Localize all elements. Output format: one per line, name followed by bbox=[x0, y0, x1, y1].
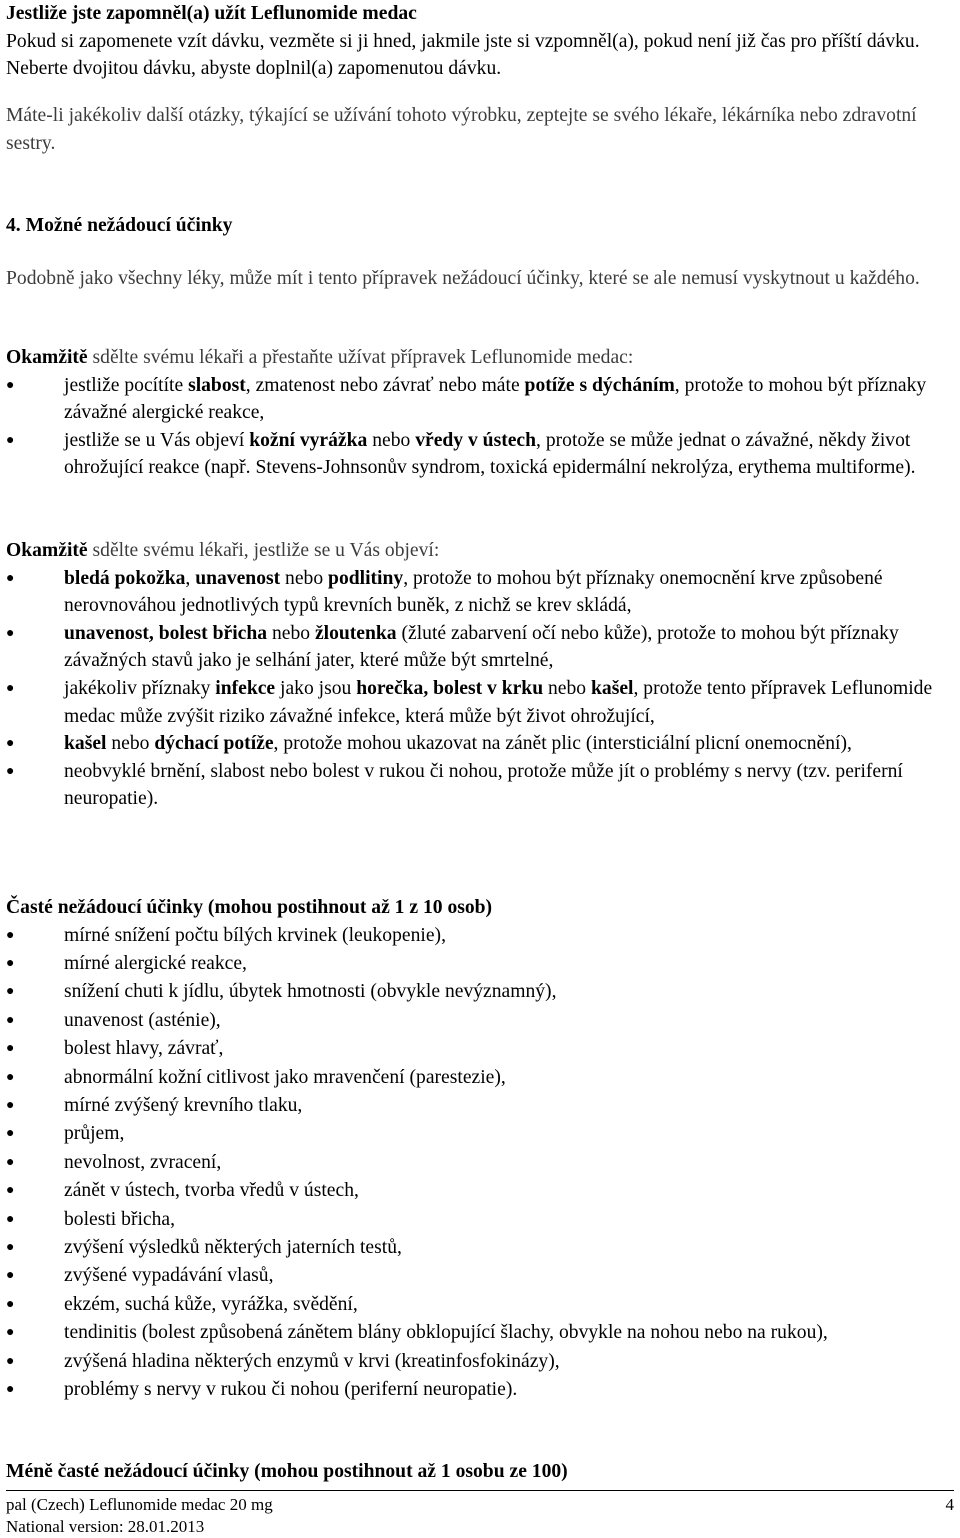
list-item: ● zvýšení výsledků některých jaterních testů, bbox=[6, 1234, 954, 1262]
item-text: , protože to mohou být příznaky závažné alergické reakce, bbox=[64, 374, 927, 424]
list-item bbox=[6, 675, 954, 730]
forgot-dose-text: Pokud si zapomenete vzít dávku, vezměte si ji hned, jakmile jste si vzpomněl(a), pokud není již čas pro příští dávku. Neberte dvojitou dávku, abyste doplnil(a) zapomenutou dávku. bbox=[6, 30, 920, 80]
list-item: ● mírné zvýšený krevního tlaku, bbox=[6, 1092, 954, 1120]
bold-term: infekce bbox=[215, 677, 276, 699]
list-item: ● snížení chuti k jídlu, úbytek hmotnosti (obvykle nevýznamný), bbox=[6, 978, 954, 1006]
item-text: nebo bbox=[367, 429, 416, 451]
page-footer bbox=[6, 1490, 954, 1538]
list-item: ● zvýšené vypadávání vlasů, bbox=[6, 1262, 954, 1290]
uncommon-effects-heading: Méně časté nežádoucí účinky (mohou postihnout až 1 osobu ze 100) bbox=[6, 1461, 568, 1482]
item-text: neobvyklé brnění, slabost nebo bolest v rukou či nohou, protože může jít o problémy s nervy (tzv. periferní neuropatie). bbox=[64, 760, 903, 810]
forgot-dose-section bbox=[6, 0, 954, 83]
bold-term: potíže s dýcháním bbox=[524, 374, 675, 396]
item-text: nebo bbox=[106, 733, 155, 755]
list-item: ● průjem, bbox=[6, 1120, 954, 1148]
immediate-tell-list bbox=[6, 565, 954, 813]
bold-term: vředy v ústech bbox=[415, 429, 537, 451]
bold-term: horečka, bolest v krku bbox=[356, 677, 544, 699]
common-effects-list bbox=[6, 922, 954, 1405]
list-item: ● tendinitis (bolest způsobená zánětem blány obklopující šlachy, obvykle na nohou nebo na rukou), bbox=[6, 1319, 954, 1347]
item-text: jestliže pocítíte bbox=[64, 374, 189, 396]
bold-term: unavenost, bolest břicha bbox=[64, 622, 268, 644]
list-item: ● bolest hlavy, závrať, bbox=[6, 1035, 954, 1063]
common-effects-heading: Časté nežádoucí účinky (mohou postihnout až 1 z 10 osob) bbox=[6, 897, 493, 918]
section-4-heading: 4. Možné nežádoucí účinky bbox=[6, 215, 233, 236]
immediate-stop-rest: sdělte svému lékaři a přestaňte užívat přípravek Leflunomide medac: bbox=[87, 347, 634, 368]
item-text: , protože to mohou být příznaky onemocnění krve způsobené nerovnováhou jednotlivých typů krevních buněk, z nichž se krev skládá, bbox=[64, 567, 883, 617]
list-item: ● ekzém, suchá kůže, vyrážka, svědění, bbox=[6, 1291, 954, 1319]
bold-term: kašel bbox=[64, 733, 107, 755]
bold-term: bledá pokožka bbox=[64, 567, 186, 589]
questions-text: Máte-li jakékoliv další otázky, týkající se užívání tohoto výrobku, zeptejte se svého lékaře, lékárníka nebo zdravotní sestry. bbox=[6, 105, 917, 154]
item-text: , protože mohou ukazovat na zánět plic (intersticiální plicní onemocnění), bbox=[273, 733, 852, 755]
immediate-tell-bold: Okamžitě bbox=[6, 540, 88, 561]
list-item bbox=[6, 620, 954, 675]
footer-version: National version: 28.01.2013 bbox=[6, 1517, 205, 1536]
immediate-tell-rest: sdělte svému lékaři, jestliže se u Vás objeví: bbox=[87, 540, 440, 561]
list-item: ● zvýšená hladina některých enzymů v krvi (kreatinfosfokinázy), bbox=[6, 1348, 954, 1376]
list-item: ● mírné alergické reakce, bbox=[6, 950, 954, 978]
bold-term: žloutenka bbox=[314, 622, 397, 644]
list-item: ● bolesti břicha, bbox=[6, 1206, 954, 1234]
item-text: , protože tento přípravek Leflunomide medac může zvýšit riziko závažné infekce, která může být život ohrožující, bbox=[64, 677, 933, 727]
list-item: ● problémy s nervy v rukou či nohou (periferní neuropatie). bbox=[6, 1376, 954, 1404]
footer-page-number: 4 bbox=[945, 1495, 954, 1514]
item-text: nebo bbox=[267, 622, 315, 644]
section-4-intro: Podobně jako všechny léky, může mít i tento přípravek nežádoucí účinky, které se ale nemusí vyskytnout u každého. bbox=[6, 268, 920, 289]
list-item: ● unavenost (asténie), bbox=[6, 1007, 954, 1035]
list-item: ● nevolnost, zvracení, bbox=[6, 1149, 954, 1177]
item-text: jako jsou bbox=[275, 677, 357, 699]
bold-term: kašel bbox=[591, 677, 634, 699]
item-text: nebo bbox=[280, 567, 329, 589]
list-item bbox=[6, 730, 954, 758]
bold-term: dýchací potíže bbox=[154, 733, 274, 755]
item-text: jestliže se u Vás objeví bbox=[64, 429, 250, 451]
list-item: ● mírné snížení počtu bílých krvinek (leukopenie), bbox=[6, 922, 954, 950]
forgot-dose-heading: Jestliže jste zapomněl(a) užít Leflunomide medac bbox=[6, 3, 417, 24]
immediate-stop-list bbox=[6, 372, 954, 482]
item-text: jakékoliv příznaky bbox=[64, 677, 216, 699]
bold-term: slabost bbox=[188, 374, 246, 396]
list-item: ● abnormální kožní citlivost jako mravenčení (parestezie), bbox=[6, 1064, 954, 1092]
common-effects-section bbox=[6, 894, 954, 1405]
list-item: ● zánět v ústech, tvorba vředů v ústech, bbox=[6, 1177, 954, 1205]
bold-term: unavenost bbox=[195, 567, 281, 589]
item-text: , bbox=[185, 567, 196, 589]
list-item bbox=[6, 758, 954, 813]
immediate-stop-bold: Okamžitě bbox=[6, 347, 88, 368]
list-item bbox=[6, 372, 954, 427]
item-text: (žluté zabarvení očí nebo kůže), protože to mohou být příznaky závažných stavů jako je selhání jater, které může být smrtelné, bbox=[64, 622, 899, 672]
questions-paragraph bbox=[6, 102, 954, 157]
bold-term: kožní vyrážka bbox=[249, 429, 368, 451]
item-text: , protože se může jednat o závažné, někdy život ohrožující reakce (např. Stevens-Johnsonův syndrom, toxická epidermální nekrolýza, erythema multiforme). bbox=[64, 429, 916, 479]
item-text: , zmatenost nebo závrať nebo máte bbox=[245, 374, 525, 396]
immediate-tell-section bbox=[6, 537, 954, 813]
immediate-stop-section bbox=[6, 344, 954, 482]
list-item bbox=[6, 427, 954, 482]
bold-term: podlitiny bbox=[328, 567, 404, 589]
footer-doc-title: pal (Czech) Leflunomide medac 20 mg bbox=[6, 1495, 273, 1514]
item-text: nebo bbox=[543, 677, 591, 699]
list-item bbox=[6, 565, 954, 620]
